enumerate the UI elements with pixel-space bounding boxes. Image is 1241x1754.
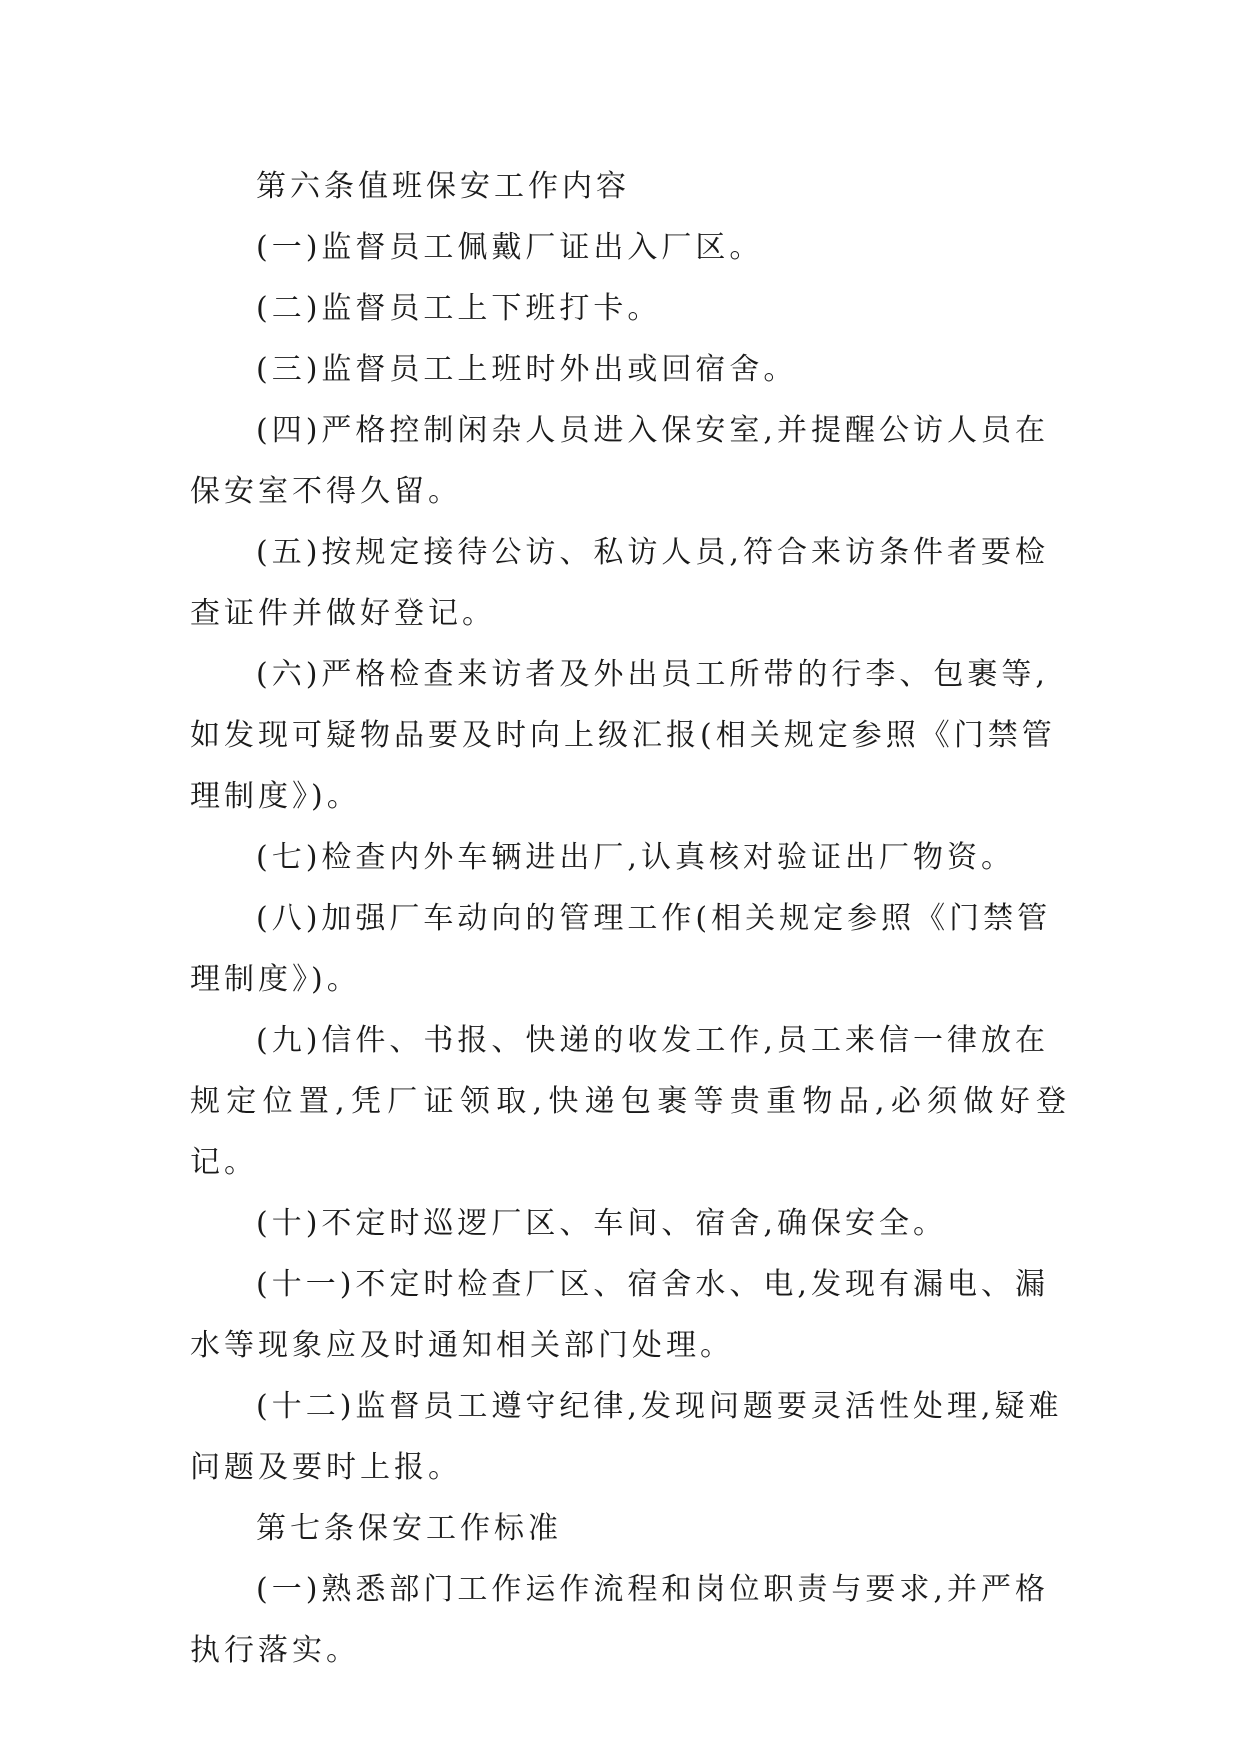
article-6-item-12: (十二)监督员工遵守纪律,发现问题要灵活性处理,疑难 问题及要时上报。 [190, 1389, 1063, 1485]
article-6-item-2: (二)监督员工上下班打卡。 [256, 291, 662, 326]
article-7-item-1: (一)熟悉部门工作运作流程和岗位职责与要求,并严格 执行落实。 [190, 1572, 1049, 1668]
article-6-item-4: (四)严格控制闲杂人员进入保安室,并提醒公访人员在 保安室不得久留。 [190, 413, 1049, 509]
document-body [190, 156, 1070, 1681]
article-6-item-8: (八)加强厂车动向的管理工作(相关规定参照《门禁管 理制度》)。 [190, 901, 1052, 997]
article-6-item-6: (六)严格检查来访者及外出员工所带的行李、包裹等, 如发现可疑物品要及时向上级汇报(相关规定参照《门禁管 理制度》)。 [190, 657, 1056, 814]
article-6-item-11: (十一)不定时检查厂区、宿舍水、电,发现有漏电、漏 水等现象应及时通知相关部门处理。 [190, 1267, 1049, 1363]
article-6-item-5: (五)按规定接待公访、私访人员,符合来访条件者要检 查证件并做好登记。 [190, 535, 1049, 631]
article-6-item-9: (九)信件、书报、快递的收发工作,员工来信一律放在 规定位置,凭厂证领取,快递包裹等贵重物品,必须做好登记。 [190, 1023, 1070, 1180]
article-6-heading: 第六条值班保安工作内容 [256, 169, 630, 204]
article-7-heading: 第七条保安工作标准 [256, 1511, 562, 1546]
article-6-item-3: (三)监督员工上班时外出或回宿舍。 [256, 352, 798, 387]
article-6-item-7: (七)检查内外车辆进出厂,认真核对验证出厂物资。 [256, 840, 1015, 875]
article-6-item-1: (一)监督员工佩戴厂证出入厂区。 [256, 230, 764, 265]
article-6-item-10: (十)不定时巡逻厂区、车间、宿舍,确保安全。 [256, 1206, 947, 1241]
